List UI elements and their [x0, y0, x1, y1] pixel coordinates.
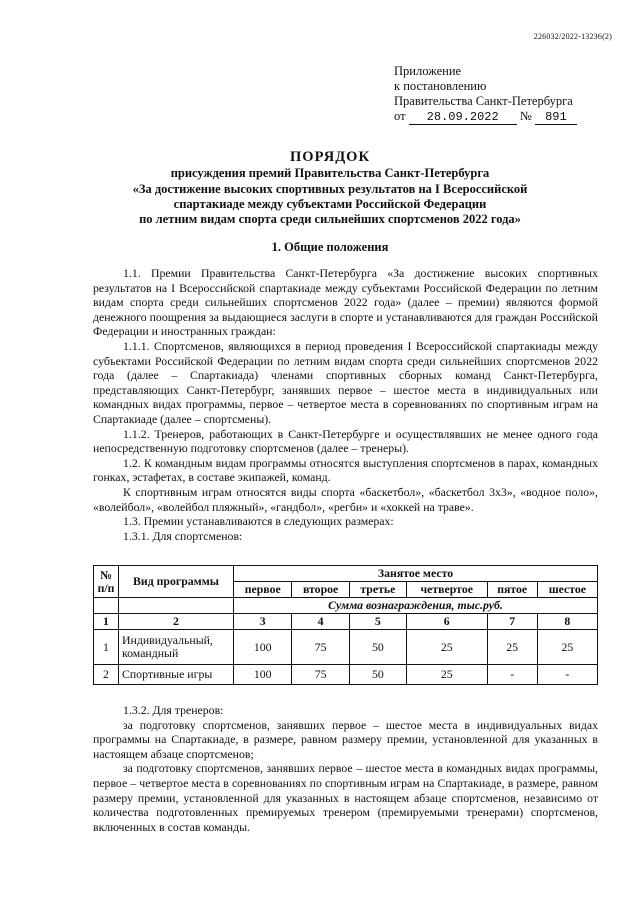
- paragraph-1-1-1: 1.1.1. Спортсменов, являющихся в период проведения I Всероссийской спартакиады между субъектами Российской Федерации по летним видам спорта среди сильнейших спортсменов 2022 года (далее – Спартакиада) членами спортивных сборных команд Санкт-Петербурга, представляющих Санкт-Петербург, занявших первое – шестое места в индивидуальных или командных видах программы, первое – четвертое места в соревнованиях по спортивным играм на Спартакиаде (далее – спортсмены).: [93, 338, 598, 426]
- trainers-section: [93, 703, 598, 834]
- place-5-header: пятое: [487, 582, 537, 598]
- table-row: [94, 665, 598, 685]
- row-value: 75: [292, 665, 349, 685]
- document-id: 226032/2022-13236(2): [533, 32, 612, 41]
- row-value: 75: [292, 630, 349, 665]
- row-program: Спортивные игры: [119, 665, 234, 685]
- index-cell: 2: [119, 614, 234, 630]
- paragraph-1-2-games: К спортивным играм относятся виды спорта «баскетбол», «баскетбол 3х3», «водное поло», «волейбол», «волейбол пляжный», «гандбол», «регби» и «хоккей на траве».: [93, 484, 598, 514]
- col-header-program: Вид программы: [119, 566, 234, 598]
- appendix-line-2: к постановлению: [394, 79, 487, 93]
- col-header-number: № п/п: [94, 566, 119, 598]
- place-6-header: шестое: [537, 582, 597, 598]
- place-4-header: четвертое: [406, 582, 487, 598]
- table-header-row: [94, 566, 598, 582]
- row-value: 50: [349, 630, 406, 665]
- row-value: 100: [234, 665, 292, 685]
- sum-row-blank-program: [119, 598, 234, 614]
- sum-header: Сумма вознаграждения, тыс.руб.: [234, 598, 598, 614]
- index-cell: 8: [537, 614, 597, 630]
- paragraph-1-3: 1.3. Премии устанавливаются в следующих размерах:: [123, 514, 394, 529]
- index-cell: 4: [292, 614, 349, 630]
- title-main: ПОРЯДОК: [290, 149, 370, 165]
- row-number: 1: [94, 630, 119, 665]
- place-3-header: третье: [349, 582, 406, 598]
- index-cell: 6: [406, 614, 487, 630]
- row-value: 25: [537, 630, 597, 665]
- col-header-place: Занятое место: [234, 566, 598, 582]
- appendix-date-line: [394, 109, 577, 125]
- appendix-block: [394, 64, 577, 125]
- title-line-3: спартакиаде между субъектами Российской Федерации: [173, 196, 487, 211]
- document-title: [60, 150, 600, 227]
- title-line-4: по летним видам спорта среди сильнейших спортсменов 2022 года»: [139, 212, 521, 227]
- table-row: [94, 630, 598, 665]
- place-1-header: первое: [234, 582, 292, 598]
- appendix-line-1: Приложение: [394, 64, 462, 78]
- paragraph-1-3-2: 1.3.2. Для тренеров:: [123, 703, 224, 717]
- appendix-from-prefix: от: [394, 109, 406, 123]
- row-value: 25: [487, 630, 537, 665]
- paragraph-trainers-individual: за подготовку спортсменов, занявших первое – шестое места в индивидуальных видах программы на Спартакиаде, в размере, равном размеру премии, установленной для указанных в настоящем абзаце спортсменов;: [93, 717, 598, 761]
- place-2-header: второе: [292, 582, 349, 598]
- paragraph-1-1: 1.1. Премии Правительства Санкт-Петербурга «За достижение высоких спортивных результатов на I Всероссийской спартакиаде между субъектами Российской Федерации по летним видам спорта среди сильнейших спортсменов 2022 года» (далее – премии) являются формой денежного поощрения за выдающиеся заслуги в спорте и устанавливаются для граждан Российской Федерации и иностранных граждан:: [93, 266, 598, 339]
- prize-table: [93, 565, 598, 685]
- row-value: -: [487, 665, 537, 685]
- row-value: -: [537, 665, 597, 685]
- paragraph-trainers-team: за подготовку спортсменов, занявших первое – шестое места в командных видах программы, первое – четвертое места в соревнованиях по спортивным играм на Спартакиаде, в размере, равном размеру премии, установленной для указанных в настоящем абзаце спортсменов, независимо от количества подготовленных премируемых тренером (премируемыми тренерами) спортсменов, включенных в состав команды.: [93, 761, 598, 834]
- row-value: 25: [406, 630, 487, 665]
- prize-table-wrap: [93, 565, 598, 685]
- row-value: 50: [349, 665, 406, 685]
- appendix-number-prefix: №: [519, 109, 532, 123]
- sum-row-blank-number: [94, 598, 119, 614]
- table-sum-row: [94, 598, 598, 614]
- row-value: 100: [234, 630, 292, 665]
- appendix-date: 28.09.2022: [409, 111, 517, 125]
- index-cell: 3: [234, 614, 292, 630]
- index-cell: 7: [487, 614, 537, 630]
- appendix-line-3: Правительства Санкт-Петербурга: [394, 94, 573, 108]
- index-cell: 5: [349, 614, 406, 630]
- table-index-row: [94, 614, 598, 630]
- appendix-number: 891: [535, 111, 577, 125]
- title-line-1: присуждения премий Правительства Санкт-Петербурга: [170, 166, 490, 181]
- section-heading: 1. Общие положения: [271, 240, 389, 254]
- paragraph-1-2: 1.2. К командным видам программы относятся выступления спортсменов в парах, командных гонках, эстафетах, в составе экипажей, команд.: [93, 455, 598, 485]
- row-program: Индивидуальный, командный: [119, 630, 234, 665]
- index-cell: 1: [94, 614, 119, 630]
- row-number: 2: [94, 665, 119, 685]
- title-line-2: «За достижение высоких спортивных результатов на I Всероссийской: [132, 181, 528, 196]
- document-body: [93, 266, 598, 543]
- row-value: 25: [406, 665, 487, 685]
- paragraph-1-1-2: 1.1.2. Тренеров, работающих в Санкт-Петербурге и осуществлявших не менее одного года непосредственную подготовку спортсменов (далее – тренеры).: [93, 426, 598, 456]
- paragraph-1-3-1: 1.3.1. Для спортсменов:: [123, 528, 243, 543]
